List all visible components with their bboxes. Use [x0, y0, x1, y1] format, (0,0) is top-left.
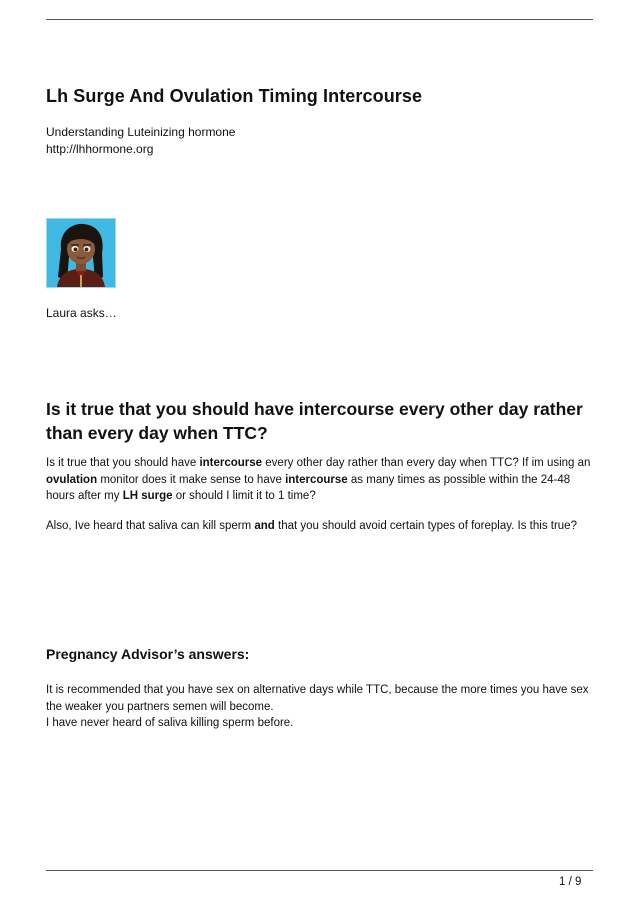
answer-line-1: It is recommended that you have sex on alternative days while TTC, because the more times you have sex the weaker you partners semen will become. — [46, 684, 589, 713]
header-rule — [46, 19, 593, 20]
answer-paragraph — [46, 682, 594, 732]
text-run: or should I limit it to 1 time? — [172, 490, 316, 502]
footer-rule — [46, 870, 593, 871]
keyword-lh-surge: LH surge — [122, 490, 173, 502]
text-run: Is it true that you should have — [46, 457, 200, 469]
source-url[interactable]: http://lhhormone.org — [46, 142, 154, 156]
keyword-ovulation: ovulation — [46, 473, 98, 486]
text-run: every other day rather than every day when TTC? If im using an — [262, 457, 591, 469]
keyword-intercourse: intercourse — [199, 457, 263, 469]
question-asker: Laura asks… — [46, 306, 117, 320]
question-paragraph-1 — [46, 455, 594, 505]
text-run: Also, Ive heard that saliva can kill sperm — [46, 520, 255, 532]
keyword-and: and — [254, 520, 275, 532]
keyword-intercourse: intercourse — [285, 473, 348, 486]
text-run: as many times as possible within the 24-48 hours after my — [46, 473, 571, 502]
question-paragraph-2 — [46, 518, 594, 535]
question-title: Is it true that you should have intercourse every other day rather than every day when TTC? — [46, 399, 583, 443]
answers-title: Pregnancy Advisor’s answers: — [46, 646, 250, 662]
text-run: that you should avoid certain types of foreplay. Is this true? — [274, 520, 577, 532]
woman-avatar-icon — [47, 219, 115, 287]
avatar — [46, 218, 116, 288]
source-name: Understanding Luteinizing hormone — [46, 125, 236, 139]
answer-line-2: I have never heard of saliva killing sperm before. — [46, 717, 294, 729]
document-title: Lh Surge And Ovulation Timing Intercourse — [46, 86, 423, 106]
page-number: 1 / 9 — [559, 876, 582, 888]
text-run: monitor does it make sense to have — [97, 473, 286, 486]
